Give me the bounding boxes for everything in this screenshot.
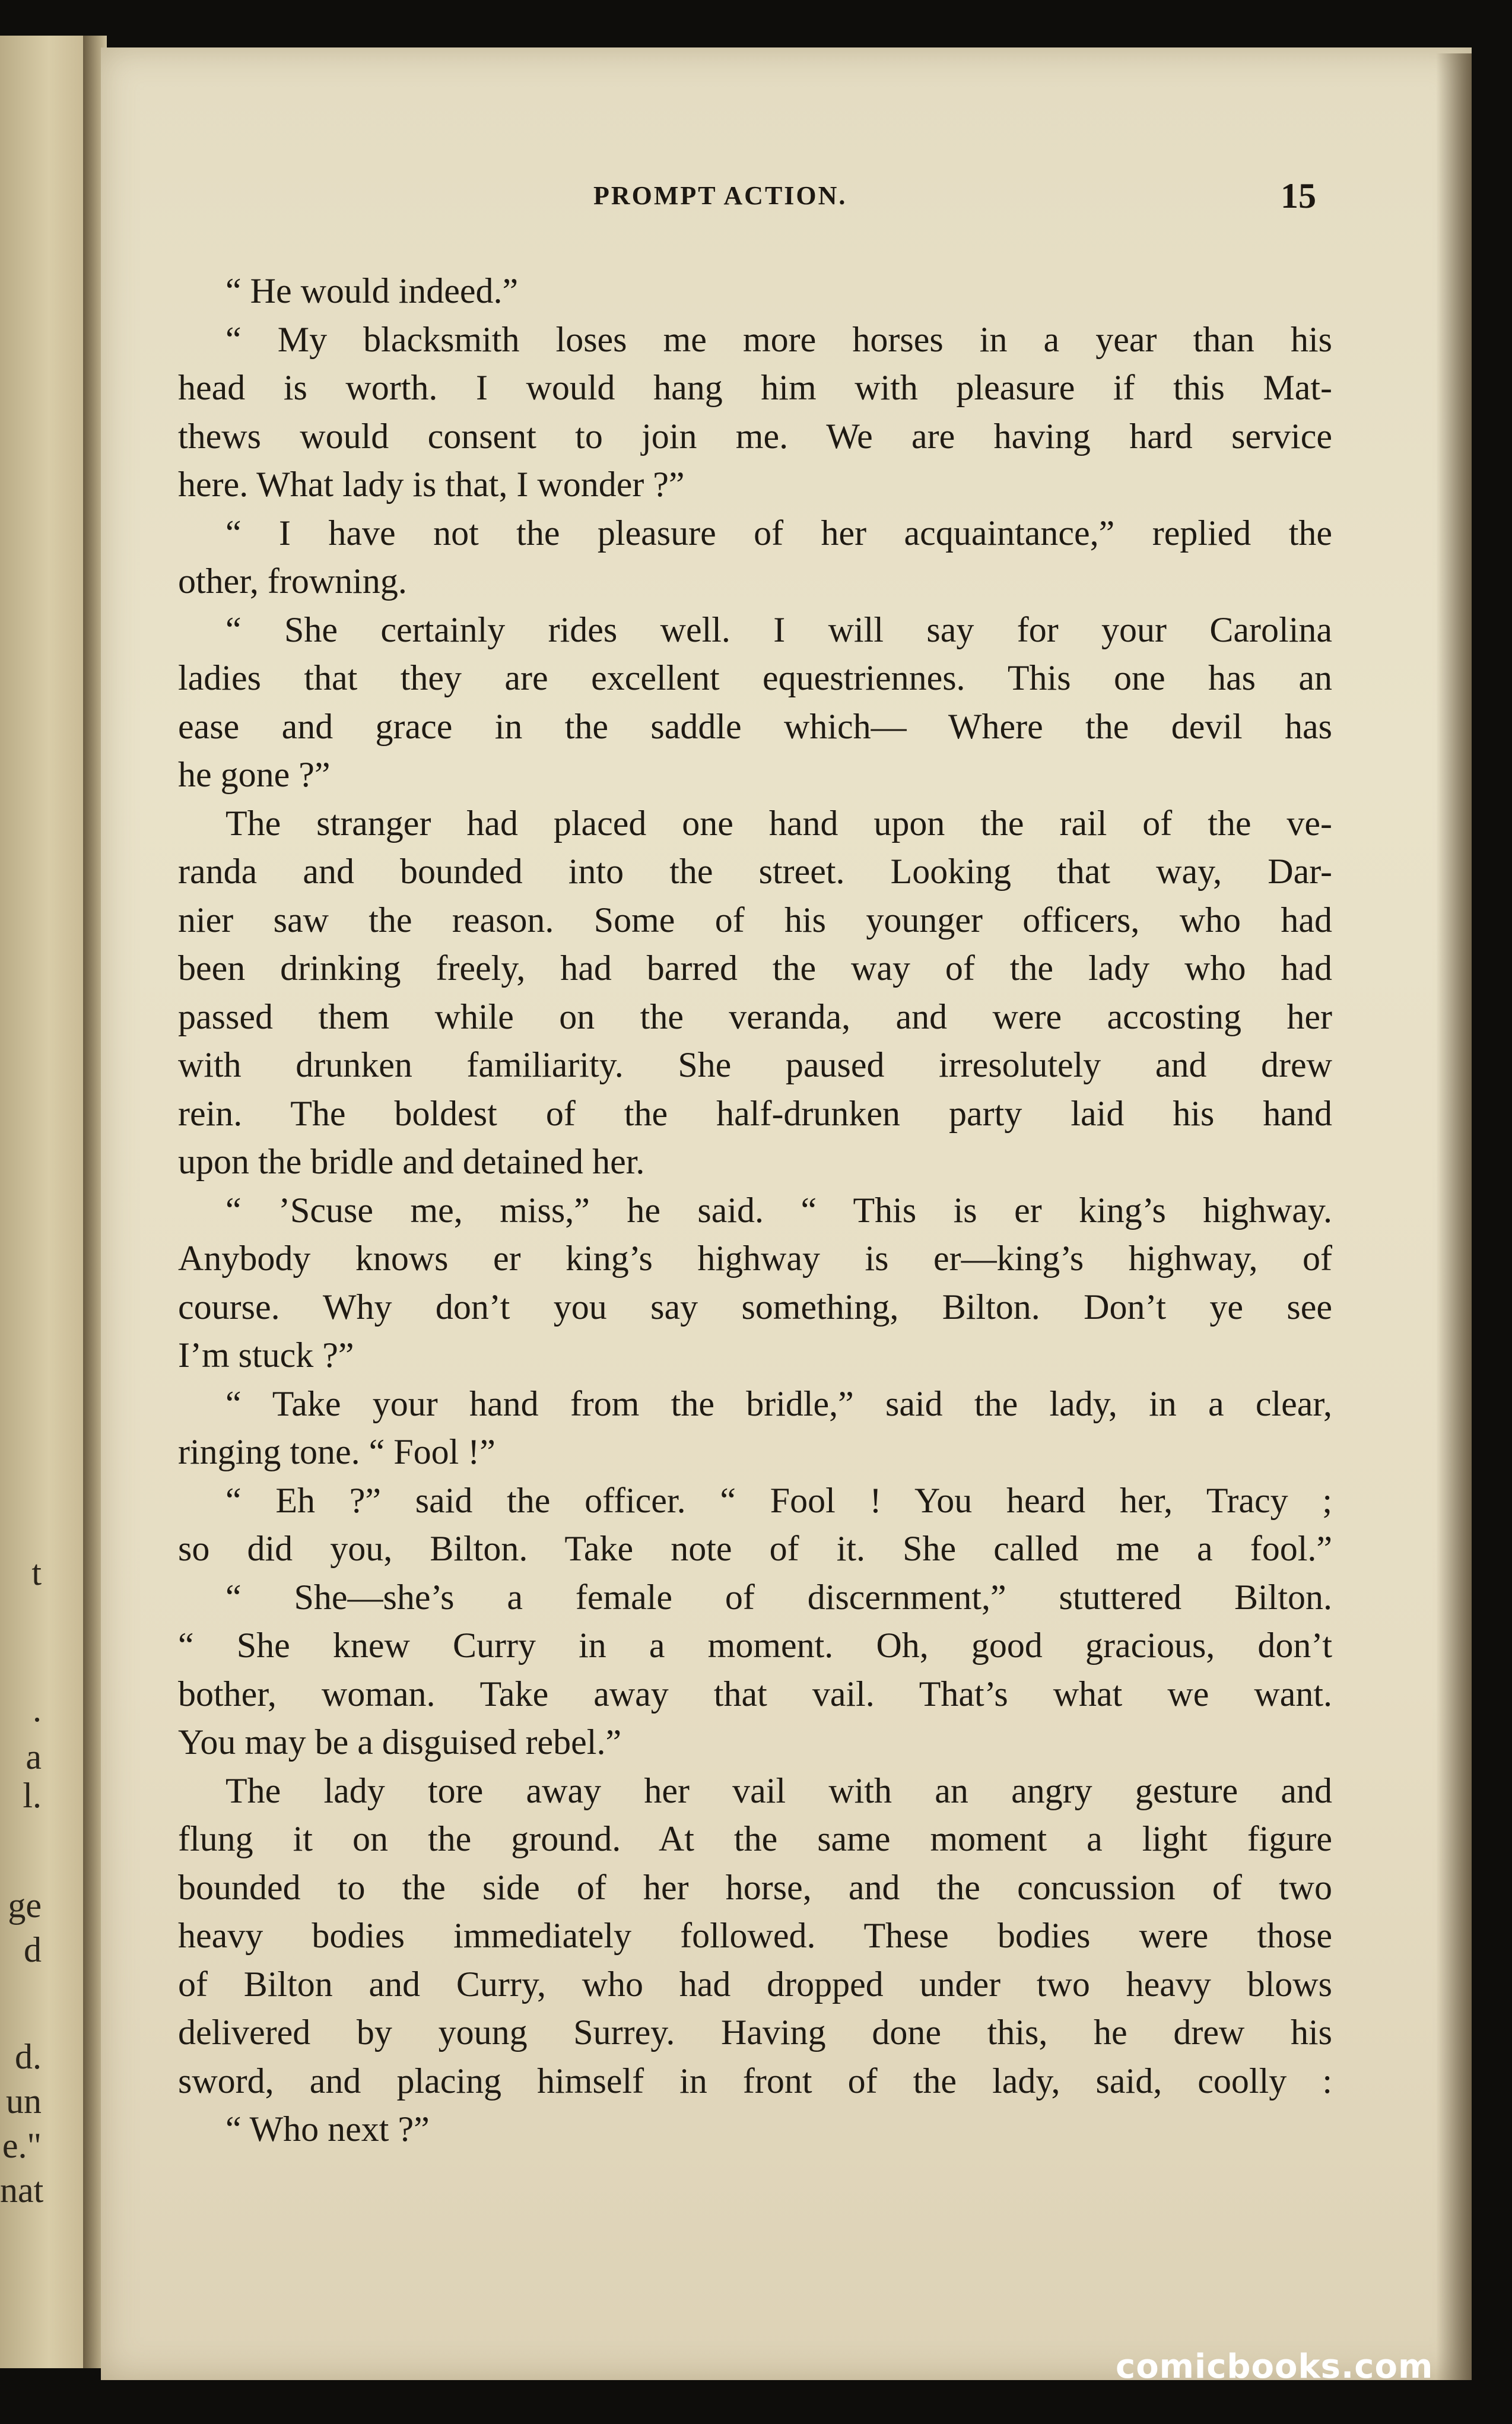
text-line: “ She certainly rides well. I will say for your Carolina — [225, 610, 1332, 649]
text-line: other, frowning. — [178, 561, 407, 601]
text-line: here. What lady is that, I wonder ?” — [178, 465, 685, 504]
text-line: ladies that they are excellent equestriennes. This one has an — [178, 658, 1332, 697]
body-text — [178, 267, 1332, 2154]
text-line: “ My blacksmith loses me more horses in a year than his — [225, 319, 1332, 359]
text-line: “ She—she’s a female of discernment,” stuttered Bilton. — [225, 1577, 1332, 1617]
text-line: rein. The boldest of the half-drunken party laid his hand — [178, 1093, 1332, 1133]
text-line: heavy bodies immediately followed. These bodies were those — [178, 1916, 1332, 1955]
running-head: PROMPT ACTION. — [593, 181, 847, 210]
text-line: passed them while on the veranda, and were accosting her — [178, 997, 1332, 1036]
text-line: of Bilton and Curry, who had dropped under two heavy blows — [178, 1964, 1332, 2004]
left-page-fragment: l. — [23, 1776, 42, 1815]
text-line: I’m stuck ?” — [178, 1335, 354, 1375]
previous-page-edge — [0, 36, 89, 2368]
left-page-fragment: . — [33, 1690, 42, 1729]
watermark-logo: comicbooks.com — [1116, 2347, 1434, 2386]
text-line: You may be a disguised rebel.” — [178, 1722, 622, 1762]
page-edge-shadow — [1436, 53, 1472, 2380]
text-line: delivered by young Surrey. Having done this, he drew his — [178, 2013, 1332, 2052]
left-page-fragment: ge — [8, 1886, 42, 1925]
left-page-fragment: d. — [15, 2037, 42, 2076]
text-line: “ Who next ?” — [225, 2109, 430, 2149]
text-line: upon the bridle and detained her. — [178, 1142, 645, 1181]
text-line: The stranger had placed one hand upon the rail of the ve- — [225, 803, 1332, 843]
text-line: thews would consent to join me. We are having hard service — [178, 416, 1332, 456]
left-page-fragment: d — [24, 1930, 42, 1969]
text-line: Anybody knows er king’s highway is er—king’s highway, of — [178, 1239, 1332, 1278]
text-line: “ Eh ?” said the officer. “ Fool ! You heard her, Tracy ; — [225, 1480, 1332, 1520]
text-line: bother, woman. Take away that vail. That’s what we want. — [178, 1674, 1332, 1714]
left-page-fragment: e." — [2, 2126, 42, 2165]
text-line: “ I have not the pleasure of her acquaintance,” replied the — [225, 513, 1332, 553]
text-line: he gone ?” — [178, 755, 331, 794]
text-line: sword, and placing himself in front of the lady, said, coolly : — [178, 2061, 1332, 2101]
text-line: randa and bounded into the street. Looking that way, Dar- — [178, 852, 1332, 891]
text-line: “ Take your hand from the bridle,” said the lady, in a clear, — [225, 1384, 1332, 1423]
text-line: “ He would indeed.” — [225, 271, 519, 310]
page-number: 15 — [1281, 176, 1316, 215]
text-line: “ She knew Curry in a moment. Oh, good gracious, don’t — [178, 1626, 1332, 1665]
text-line: head is worth. I would hang him with pleasure if this Mat- — [178, 368, 1332, 407]
text-line: “ ’Scuse me, miss,” he said. “ This is er king’s highway. — [225, 1190, 1332, 1230]
text-line: been drinking freely, had barred the way of the lady who had — [178, 948, 1332, 988]
text-line: so did you, Bilton. Take note of it. She called me a fool.” — [178, 1529, 1332, 1568]
text-line: ease and grace in the saddle which— Where the devil has — [178, 706, 1332, 746]
text-line: bounded to the side of her horse, and the concussion of two — [178, 1867, 1332, 1907]
text-line: ringing tone. “ Fool !” — [178, 1432, 495, 1471]
left-page-fragment: nat — [0, 2171, 44, 2210]
text-line: with drunken familiarity. She paused irresolutely and drew — [178, 1045, 1332, 1084]
text-line: nier saw the reason. Some of his younger officers, who had — [178, 900, 1332, 940]
left-page-fragment: t — [31, 1553, 42, 1592]
text-line: The lady tore away her vail with an angry gesture and — [225, 1771, 1332, 1810]
left-page-fragment: un — [6, 2082, 42, 2121]
text-line: course. Why don’t you say something, Bilton. Don’t ye see — [178, 1287, 1332, 1327]
text-line: flung it on the ground. At the same moment a light figure — [178, 1819, 1332, 1858]
left-page-fragment: a — [26, 1737, 42, 1776]
